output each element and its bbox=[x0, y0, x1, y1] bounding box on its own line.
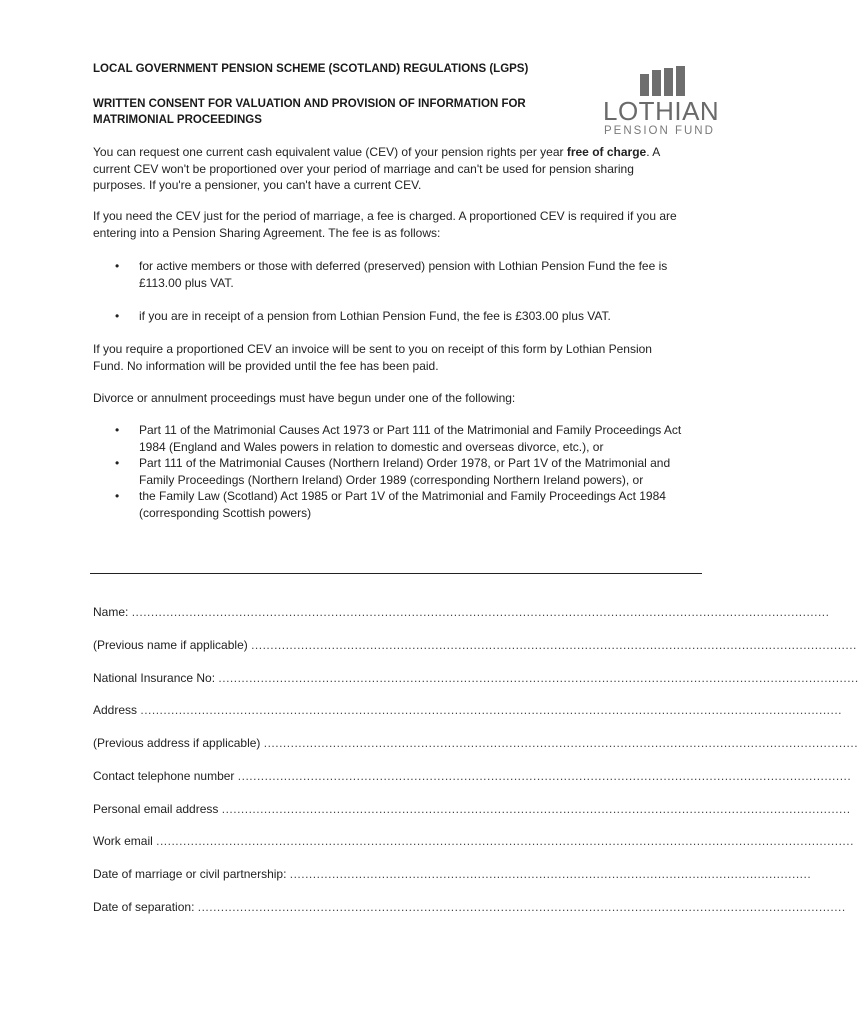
separation-date-field[interactable] bbox=[93, 900, 846, 914]
address-label: Address bbox=[93, 703, 138, 717]
personal-email-field[interactable] bbox=[93, 802, 851, 816]
name-field[interactable] bbox=[93, 605, 830, 619]
contact-telephone-entry-line[interactable]: ................................................................................................................................................................ bbox=[237, 769, 852, 783]
free-of-charge-emphasis: free of charge bbox=[566, 145, 647, 159]
previous-address-entry-line[interactable]: ........................................................................................................................................................... bbox=[263, 736, 859, 750]
national-insurance-label: National Insurance No: bbox=[93, 671, 216, 685]
work-email-entry-line[interactable]: ...................................................................................................................................................................................... bbox=[156, 834, 854, 848]
name-label: Name: bbox=[93, 605, 129, 619]
marriage-date-label: Date of marriage or civil partnership: bbox=[93, 867, 287, 881]
cev-intro-paragraph bbox=[93, 144, 678, 194]
document-title: LOCAL GOVERNMENT PENSION SCHEME (SCOTLAND) REGULATIONS (LGPS) bbox=[93, 63, 529, 75]
national-insurance-entry-line[interactable]: ....................................................................................................................................................................... bbox=[218, 671, 859, 685]
lothian-pension-fund-logo bbox=[600, 66, 722, 142]
invoice-paragraph: If you require a proportioned CEV an invoice will be sent to you on receipt of this form by Lothian Pension Fund. No information will be provided until the fee has been paid. bbox=[93, 342, 652, 373]
name-entry-line[interactable]: ...................................................................................................................................................................................... bbox=[131, 605, 830, 619]
address-entry-line[interactable]: ....................................................................................................................................................................................... bbox=[140, 703, 842, 717]
proceedings-paragraph: Divorce or annulment proceedings must have begun under one of the following: bbox=[93, 391, 516, 405]
address-field[interactable] bbox=[93, 703, 842, 717]
previous-name-field[interactable] bbox=[93, 638, 857, 652]
separation-date-label: Date of separation: bbox=[93, 900, 195, 914]
contact-telephone-field[interactable] bbox=[93, 769, 852, 783]
marriage-date-field[interactable] bbox=[93, 867, 812, 881]
previous-address-label: (Previous address if applicable) bbox=[93, 736, 261, 750]
personal-email-entry-line[interactable]: .................................................................................................................................................................... bbox=[221, 802, 851, 816]
logo-subtitle: PENSION FUND bbox=[604, 125, 715, 137]
personal-email-label: Personal email address bbox=[93, 802, 219, 816]
contact-telephone-label: Contact telephone number bbox=[93, 769, 235, 783]
fee-paragraph: If you need the CEV just for the period of marriage, a fee is charged. A proportioned CEV is required if you are entering into a Pension Sharing Agreement. The fee is as follows: bbox=[93, 209, 677, 240]
work-email-label: Work email bbox=[93, 834, 153, 848]
logo-name: LOTHIAN bbox=[603, 96, 720, 126]
cev-intro-text-continued: . A current CEV won't be proportioned over your period of marriage and can't be used for pension sharing purposes. If you're a pensioner, you can't have a current CEV. bbox=[93, 145, 660, 192]
work-email-field[interactable] bbox=[93, 834, 854, 848]
section-divider bbox=[90, 573, 702, 574]
previous-address-field[interactable] bbox=[93, 736, 859, 750]
fee-item: • if you are in receipt of a pension from Lothian Pension Fund, the fee is £303.00 plus VAT. bbox=[93, 308, 683, 325]
fee-item: • for active members or those with deferred (preserved) pension with Lothian Pension Fund the fee is £113.00 plus VAT. bbox=[93, 258, 683, 291]
national-insurance-field[interactable] bbox=[93, 671, 859, 685]
cev-intro-text: You can request one current cash equivalent value (CEV) of your pension rights per year bbox=[93, 145, 567, 159]
previous-name-label: (Previous name if applicable) bbox=[93, 638, 248, 652]
proceedings-item: • the Family Law (Scotland) Act 1985 or Part 1V of the Matrimonial and Family Proceedings Act 1984 (corresponding Scottish powers) bbox=[93, 488, 683, 521]
document-subtitle: WRITTEN CONSENT FOR VALUATION AND PROVISION OF INFORMATION FOR MATRIMONIAL PROCEEDINGS bbox=[93, 98, 526, 126]
proceedings-item: • Part 11 of the Matrimonial Causes Act 1973 or Part 111 of the Matrimonial and Family Proceedings Act 1984 (England and Wales powers in relation to domestic and overseas divorce, etc.), or bbox=[93, 422, 683, 455]
proceedings-list bbox=[93, 422, 683, 521]
separation-date-entry-line[interactable]: ......................................................................................................................................................................... bbox=[197, 900, 846, 914]
fee-list bbox=[93, 258, 683, 342]
logo-bars-icon bbox=[640, 66, 686, 96]
previous-name-entry-line[interactable]: .............................................................................................................................................................. bbox=[251, 638, 857, 652]
marriage-date-entry-line[interactable]: ........................................................................................................................................ bbox=[289, 867, 812, 881]
proceedings-item: • Part 111 of the Matrimonial Causes (Northern Ireland) Order 1978, or Part 1V of the Matrimonial and Family Proceedings (Northern Ireland) Order 1989 (corresponding Northern Ireland powers), or bbox=[93, 455, 683, 488]
